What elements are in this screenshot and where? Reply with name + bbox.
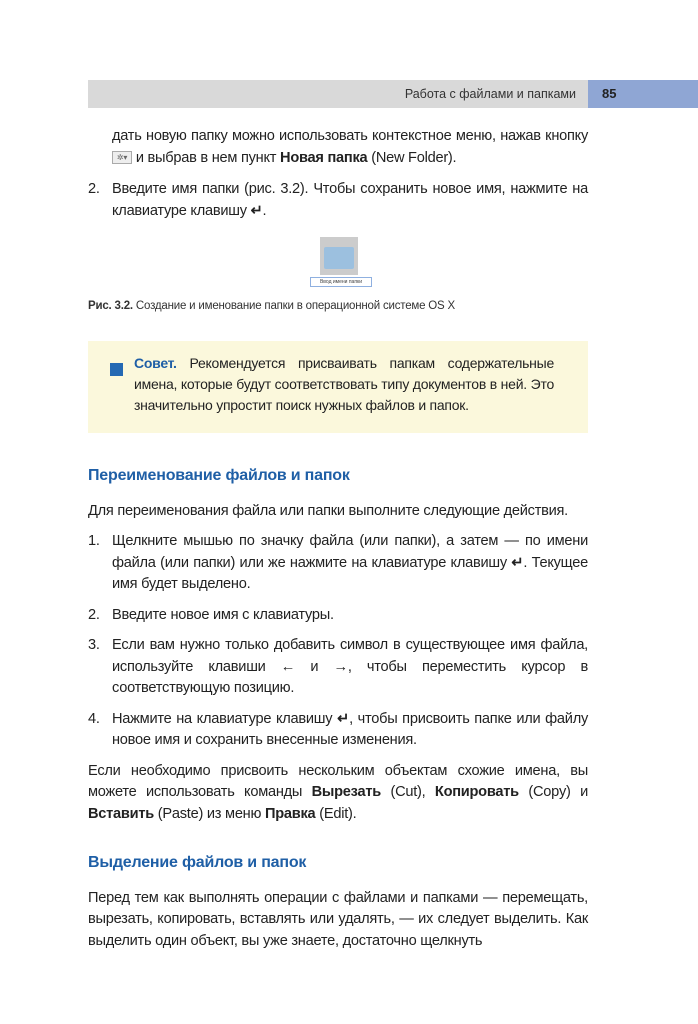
paragraph: Перед тем как выполнять операции с файлами и папками — перемещать, вырезать, копировать, вставлять или удалять, — их следует выделить. Как выделить один объект, вы уже знаете, достаточно щелкнуть xyxy=(88,889,588,949)
section-heading: Переименование файлов и папок xyxy=(88,467,350,484)
text: Щелкните мышью по значку файла (или папки), а затем — по имени файла (или папки) или же нажмите на клавиатуре клавишу xyxy=(112,533,588,571)
tip-square-icon xyxy=(110,363,123,376)
return-key-icon: ↵ xyxy=(250,202,263,219)
text: Введите новое имя с клавиатуры. xyxy=(112,606,334,623)
text: Введите имя папки (рис. 3.2). Чтобы сохранить новое имя, нажмите на клавиатуре клавишу xyxy=(112,181,588,219)
bold-term: Вставить xyxy=(88,805,154,822)
caption-label: Рис. 3.2. xyxy=(88,300,133,312)
return-key-icon: ↵ xyxy=(511,554,524,571)
item-number: 2. xyxy=(88,181,100,197)
list-item xyxy=(88,179,588,222)
caption-text: Создание и именование папки в операционной системе OS X xyxy=(135,300,455,312)
running-header xyxy=(88,80,588,108)
return-key-icon: ↵ xyxy=(337,710,350,727)
figure-folder xyxy=(310,237,372,289)
page-number: 85 xyxy=(602,86,617,101)
text: (Copy) и xyxy=(528,784,588,800)
bold-term: Правка xyxy=(265,805,316,822)
list-item xyxy=(88,709,588,752)
tip-label: Совет. xyxy=(134,355,177,371)
text: (Paste) из меню xyxy=(157,805,262,822)
section-rename xyxy=(88,465,588,825)
text: Если вам нужно только добавить символ в существующее имя файла, используйте клавиши ← и →, чтобы переместить курсор в соответствующую позицию. xyxy=(112,637,588,696)
text: Нажмите на клавиатуре клавишу xyxy=(112,710,333,727)
intro-paragraph xyxy=(88,126,588,169)
page-number-box xyxy=(588,80,698,108)
folder-name-field: Ввод имени папки xyxy=(310,277,372,287)
text: . xyxy=(262,202,267,219)
text: (Cut), xyxy=(390,784,426,800)
item-number: 4. xyxy=(88,710,100,727)
item-number: 3. xyxy=(88,637,100,653)
item-number: 1. xyxy=(88,533,100,549)
section-heading: Выделение файлов и папок xyxy=(88,854,307,871)
text: (Edit). xyxy=(319,805,357,822)
list-item xyxy=(88,531,588,596)
list-item xyxy=(88,605,588,627)
gear-icon: ✲▾ xyxy=(112,151,132,164)
folder-icon xyxy=(320,237,358,275)
section-select xyxy=(88,852,588,952)
intro-block xyxy=(88,126,588,231)
text: и выбрав в нем пункт xyxy=(135,149,277,166)
bold-term: Вырезать xyxy=(311,784,381,800)
text: дать новую папку можно использовать контекстное меню, нажав кнопку xyxy=(112,128,588,144)
tip-text xyxy=(134,353,554,416)
bold-term: Копировать xyxy=(434,784,519,800)
figure-caption xyxy=(88,300,455,312)
list-item xyxy=(88,635,588,700)
text: Рекомендуется присваивать папкам содержательные имена, которые будут соответствовать типу документов в ней. Это значительно упростит поиск нужных файлов и папок. xyxy=(134,355,554,413)
text: (New Folder). xyxy=(371,149,457,166)
tip-box xyxy=(88,341,588,433)
text: , чтобы присвоить папке или файлу новое имя и сохранить внесенные изменения. xyxy=(112,710,589,748)
header-title: Работа с файлами и папками xyxy=(404,87,576,101)
text: Если необходимо присвоить нескольким объектам схожие имена, вы можете использовать команды xyxy=(88,762,588,800)
text: . Текущее имя будет выделено. xyxy=(112,554,588,592)
paragraph xyxy=(88,761,588,826)
paragraph: Для переименования файла или папки выполните следующие действия. xyxy=(88,502,568,519)
item-number: 2. xyxy=(88,606,100,623)
bold-term: Новая папка xyxy=(280,149,368,166)
